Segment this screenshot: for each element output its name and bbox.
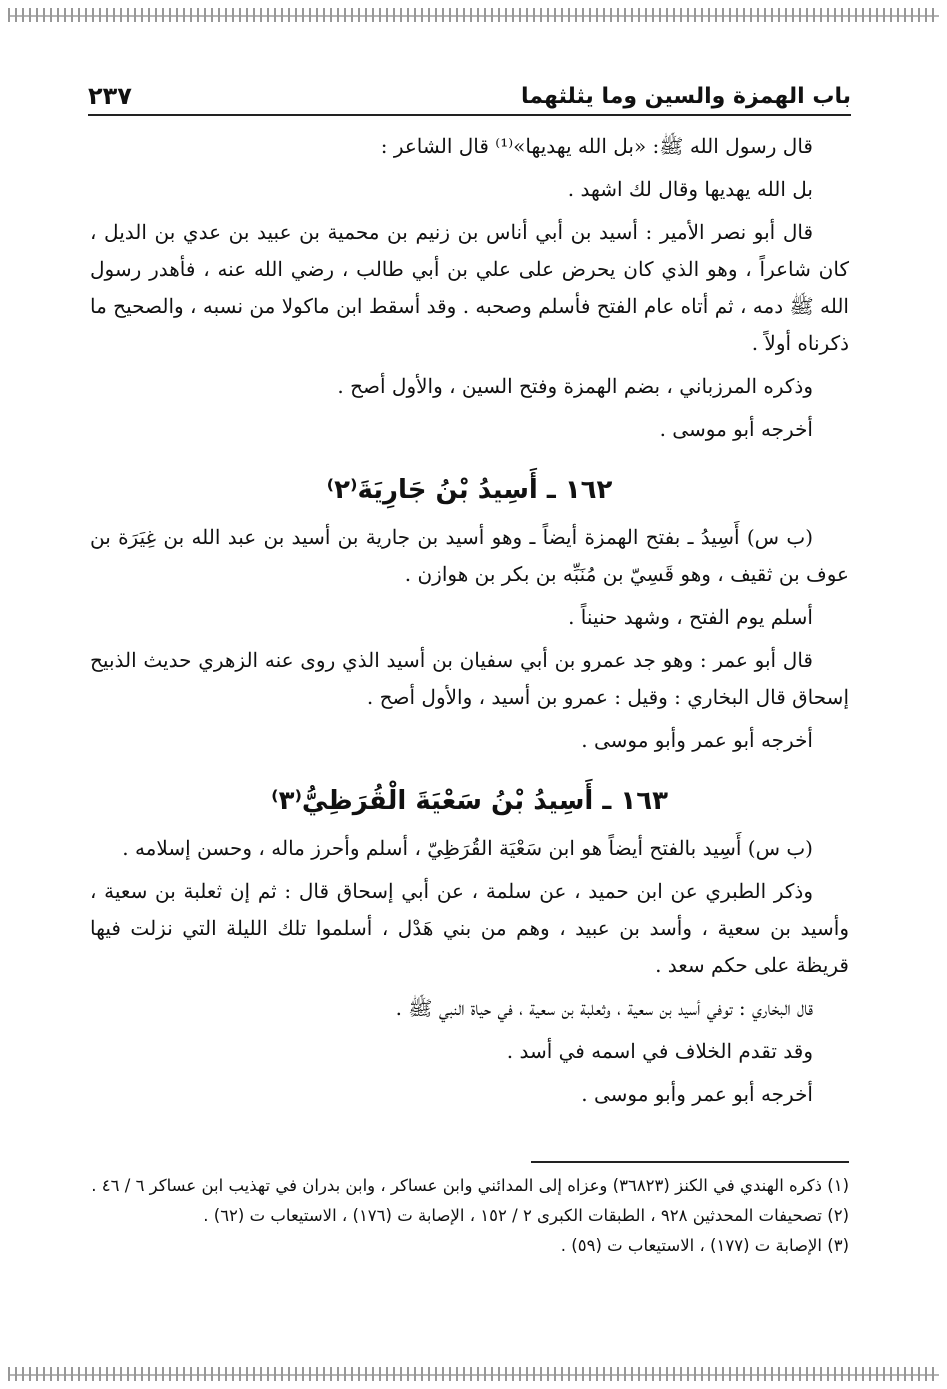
- entry-162-paragraph-1: (ب س) أَسِيدُ ـ بفتح الهمزة أيضاً ـ وهو أسيد بن جارية بن أسيد بن عبد الله بن غِيَرَة بن عوف بن ثقيف ، وهو قَسِيّ بن مُنَبِّه بن بكر بن هوازن .: [90, 525, 849, 586]
- intro-paragraph-4: وذكره المرزباني ، بضم الهمزة وفتح السين ، والأول أصح .: [337, 374, 813, 398]
- entry-163-paragraph-2: وذكر الطبري عن ابن حميد ، عن سلمة ، عن أبي إسحاق قال : ثم إن ثعلبة بن سعية ، وأسيد بن سعية ، وأسد بن عبيد ، وهم من بني هَدْل ، أسلموا تلك الليلة التي نزلت فيها قريظة على حكم سعد .: [90, 879, 849, 977]
- page-body: [90, 128, 849, 1261]
- entry-162-paragraph-4: أخرجه أبو عمر وأبو موسى .: [581, 728, 813, 752]
- entry-163-paragraph-1: (ب س) أَسِيد بالفتح أيضاً هو ابن سَعْيَة القُرَظِيّ ، أسلم وأحرز ماله ، وحسن إسلامه .: [122, 836, 813, 860]
- footnote-1: (١) ذكره الهندي في الكنز (٣٦٨٢٣) وعزاه إلى المدائني وابن عساكر ، وابن بدران في تهذيب ابن عساكر ٦ / ٤٦ .: [91, 1176, 849, 1195]
- entry-162-paragraph-3: قال أبو عمر : وهو جد عمرو بن أبي سفيان بن أسيد الذي روى عنه الزهري حديث الذبيح إسحاق قال البخاري : وقيل : عمرو بن أسيد ، والأول أصح .: [90, 648, 849, 709]
- footnote-3: (٣) الإصابة ت (١٧٧) ، الاستيعاب ت (٥٩) .: [560, 1236, 849, 1255]
- entry-163-paragraph-4: وقد تقدم الخلاف في اسمه في أسد .: [506, 1039, 813, 1063]
- entry-163-paragraph-5: أخرجه أبو عمر وأبو موسى .: [581, 1082, 813, 1106]
- intro-paragraph-3: قال أبو نصر الأمير : أسيد بن أبي أناس بن زنيم بن محمية بن عبيد بن عدي بن الديل ، كان شاعراً ، وهو الذي كان يحرض على علي بن أبي طالب ، رضي الله عنه ، فأهدر رسول الله ﷺ دمه ، ثم أتاه عام الفتح فأسلم وصحبه . وقد أسقط ابن ماكولا من نسبه ، والصحيح ما ذكرناه أولاً .: [90, 220, 849, 355]
- intro-paragraph-1: قال رسول الله ﷺ: «بل الله يهديها»⁽¹⁾ قال الشاعر :: [380, 134, 813, 158]
- entry-162-heading: ١٦٢ ـ أَسِيدُ بْنُ جَارِيَةَ⁽٢⁾: [326, 475, 613, 505]
- entry-162-paragraph-2: أسلم يوم الفتح ، وشهد حنيناً .: [568, 605, 813, 629]
- intro-paragraph-5: أخرجه أبو موسى .: [659, 417, 813, 441]
- running-title: باب الهمزة والسين وما يثلثهما: [521, 84, 851, 109]
- footnote-2: (٢) تصحيفات المحدثين ٩٢٨ ، الطبقات الكبرى ٢ / ١٥٢ ، الإصابة ت (١٧٦) ، الاستيعاب ت (٦٢) .: [203, 1206, 849, 1225]
- footnotes: [90, 1171, 849, 1261]
- page-number: ٢٣٧: [88, 82, 132, 110]
- intro-paragraph-2: بل الله يهديها وقال لك اشهد .: [567, 177, 813, 201]
- entry-163-heading: ١٦٣ ـ أَسِيدُ بْنُ سَعْيَةَ الْقُرَظِيُّ⁽٣⁾: [271, 786, 668, 816]
- decorative-border-top: [8, 8, 939, 22]
- decorative-border-bottom: [8, 1367, 939, 1381]
- footnote-separator: [531, 1161, 849, 1163]
- entry-163-paragraph-3: قال البخاري : توفي أسيد بن سعية ، وثعلبة بن سعية ، في حياة النبي ﷺ .: [395, 996, 813, 1020]
- page-header: [88, 84, 851, 116]
